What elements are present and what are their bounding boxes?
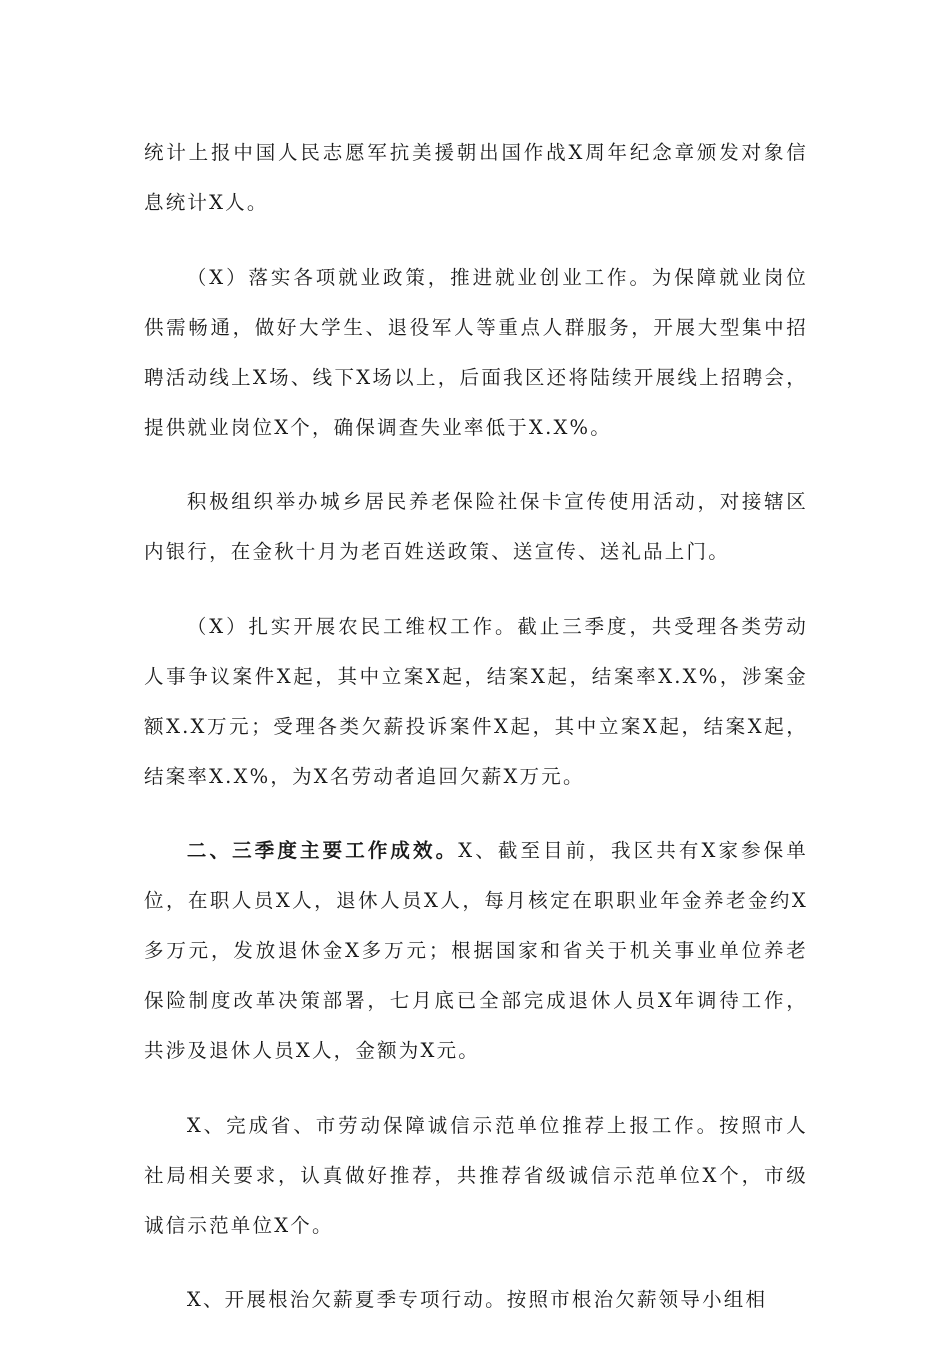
paragraph-social-security-card [144, 477, 808, 577]
paragraph-integrity-demonstration [144, 1101, 808, 1251]
paragraph-text: 统计上报中国人民志愿军抗美援朝出国作战X周年纪念章颁发对象信息统计X人。 [144, 141, 808, 214]
paragraph-text: （X）扎实开展农民工维权工作。截止三季度，共受理各类劳动人事争议案件X起，其中立案X起，结案X起，结案率X.X%，涉案金额X.X万元；受理各类欠薪投诉案件X起，其中立案X起，结案X起，结案率X.X%，为X名劳动者追回欠薪X万元。 [144, 614, 808, 788]
paragraph-continuation [144, 128, 808, 228]
paragraph-employment-policy [144, 253, 808, 453]
paragraph-text: X、开展根治欠薪夏季专项行动。按照市根治欠薪领导小组相 [186, 1288, 768, 1311]
section-heading: 二、三季度主要工作成效。 [186, 839, 459, 862]
paragraph-text: X、截至目前，我区共有X家参保单位，在职人员X人，退休人员X人，每月核定在职职业年金养老金约X多万元，发放退休金X多万元；根据国家和省关于机关事业单位养老保险制度改革决策部署，七月底已全部完成退休人员X年调待工作，共涉及退休人员X人，金额为X元。 [144, 839, 809, 1062]
document-body [144, 128, 808, 1350]
paragraph-text: X、完成省、市劳动保障诚信示范单位推荐上报工作。按照市人社局相关要求，认真做好推荐，共推荐省级诚信示范单位X个，市级诚信示范单位X个。 [144, 1113, 808, 1237]
paragraph-text: （X）落实各项就业政策，推进就业创业工作。为保障就业岗位供需畅通，做好大学生、退役军人等重点人群服务，开展大型集中招聘活动线上X场、线下X场以上，后面我区还将陆续开展线上招聘会，提供就业岗位X个，确保调查失业率低于X.X%。 [144, 265, 808, 439]
paragraph-wage-arrears-campaign [144, 1275, 808, 1325]
paragraph-text: 积极组织举办城乡居民养老保险社保卡宣传使用活动，对接辖区内银行，在金秋十月为老百姓送政策、送宣传、送礼品上门。 [144, 490, 808, 563]
paragraph-q3-achievements [144, 826, 808, 1076]
paragraph-migrant-workers-rights [144, 602, 808, 802]
